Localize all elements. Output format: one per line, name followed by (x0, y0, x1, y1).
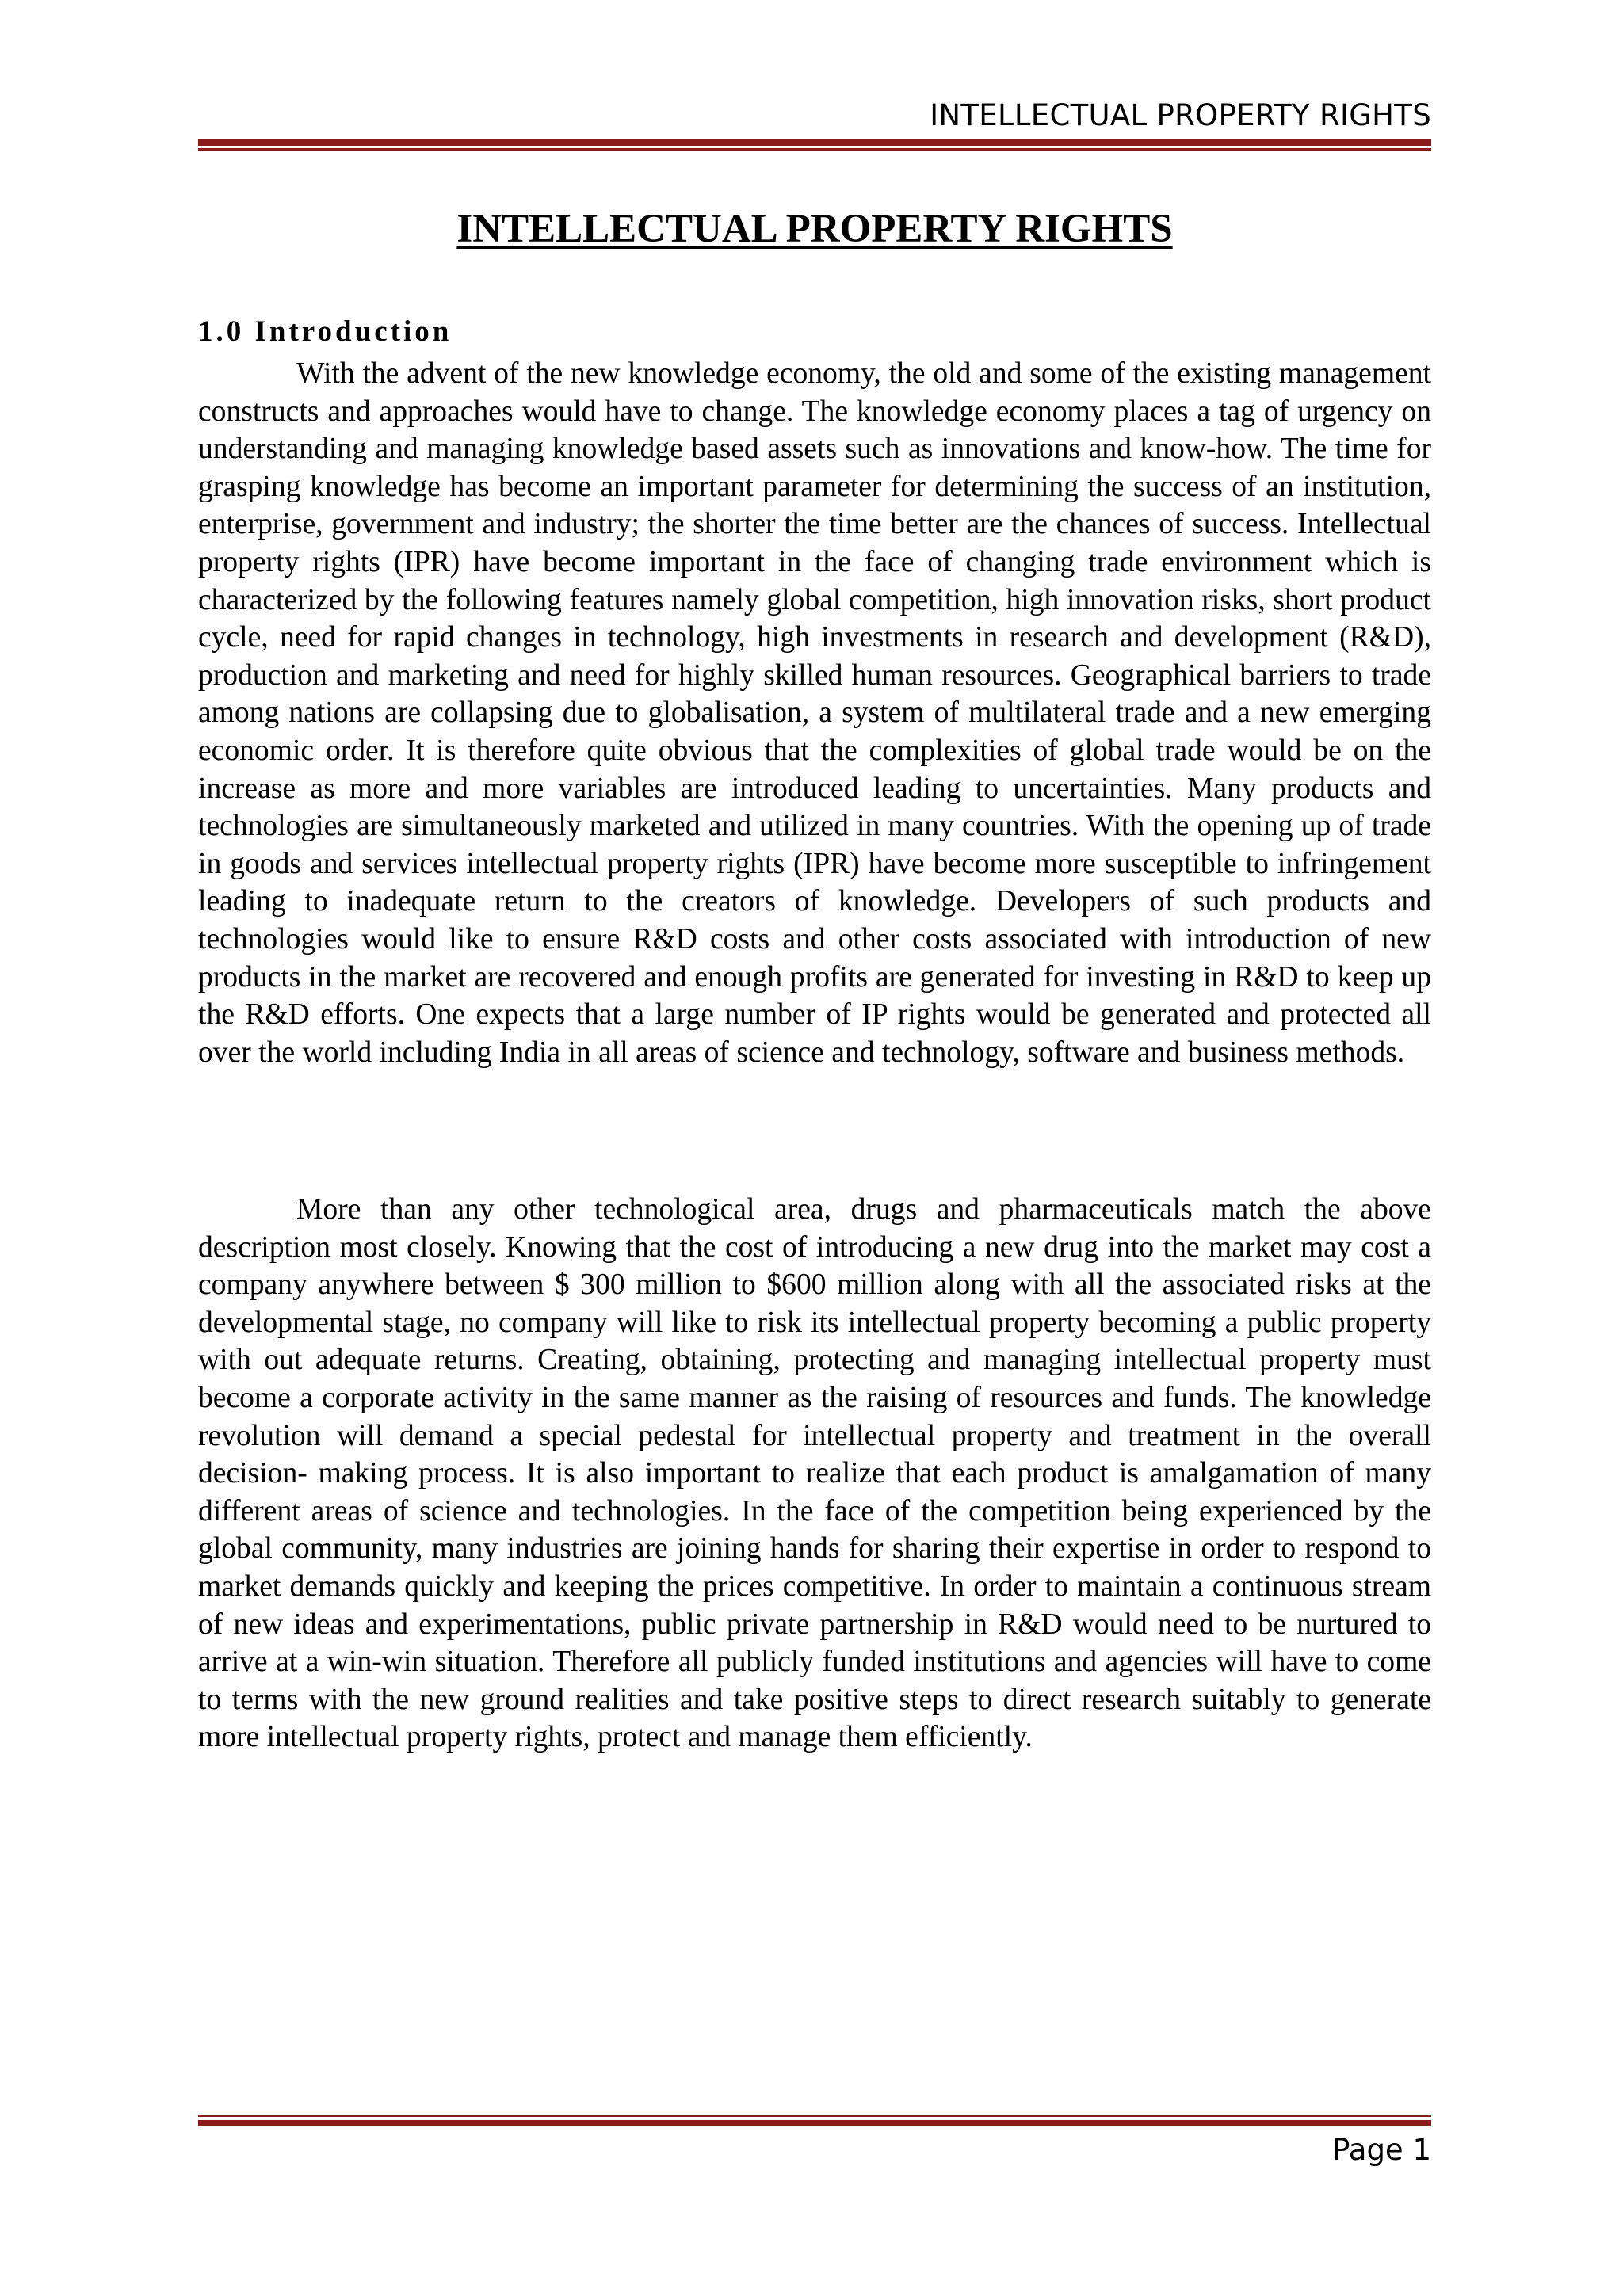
section-heading: 1.0 Introduction (198, 315, 453, 348)
header-rule-thin (198, 148, 1431, 151)
page-number: Page 1 (1332, 2133, 1431, 2167)
running-header-title: INTELLECTUAL PROPERTY RIGHTS (930, 98, 1431, 132)
footer-rule-thin (198, 2115, 1431, 2117)
document-title: INTELLECTUAL PROPERTY RIGHTS (456, 207, 1173, 251)
body-paragraph: With the advent of the new knowledge economy, the old and some of the existing management constructs and approaches would have to change. The knowledge economy places a tag of urgency on understanding and managing knowledge based assets such as innovations and know-how. The time for grasping knowledge has become an important parameter for determining the success of an institution, enterprise, government and industry; the shorter the time better are the chances of success. Intellectual property rights (IPR) have become important in the face of changing trade environment which is characterized by the following features namely global competition, high innovation risks, short product cycle, need for rapid changes in technology, high investments in research and development (R&D), production and marketing and need for highly skilled human resources. Geographical barriers to trade among nations are collapsing due to globalisation, a system of multilateral trade and a new emerging economic order. It is therefore quite obvious that the complexities of global trade would be on the increase as more and more variables are introduced leading to uncertainties. Many products and technologies are simultaneously marketed and utilized in many countries. With the opening up of trade in goods and services intellectual property rights (IPR) have become more susceptible to infringement leading to inadequate return to the creators of knowledge. Developers of such products and technologies would like to ensure R&D costs and other costs associated with introduction of new products in the market are recovered and enough profits are generated for investing in R&D to keep up the R&D efforts. One expects that a large number of IP rights would be generated and protected all over the world including India in all areas of science and technology, software and business methods. (198, 357, 1431, 1069)
body-paragraph: More than any other technological area, drugs and pharmaceuticals match the above description most closely. Knowing that the cost of introducing a new drug into the market may cost a company anywhere between $ 300 million to $600 million along with all the associated risks at the developmental stage, no company will like to risk its intellectual property becoming a public property with out adequate returns. Creating, obtaining, protecting and managing intellectual property must become a corporate activity in the same manner as the raising of resources and funds. The knowledge revolution will demand a special pedestal for intellectual property and treatment in the overall decision- making process. It is also important to realize that each product is amalgamation of many different areas of science and technologies. In the face of the competition being experienced by the global community, many industries are joining hands for sharing their expertise in order to respond to market demands quickly and keeping the prices competitive. In order to maintain a continuous stream of new ideas and experimentations, public private partnership in R&D would need to be nurtured to arrive at a win-win situation. Therefore all publicly funded institutions and agencies will have to come to terms with the new ground realities and take positive steps to direct research suitably to generate more intellectual property rights, protect and manage them efficiently. (198, 1193, 1431, 1754)
footer-rule-thick (198, 2120, 1431, 2126)
header-rule-thick (198, 139, 1431, 146)
